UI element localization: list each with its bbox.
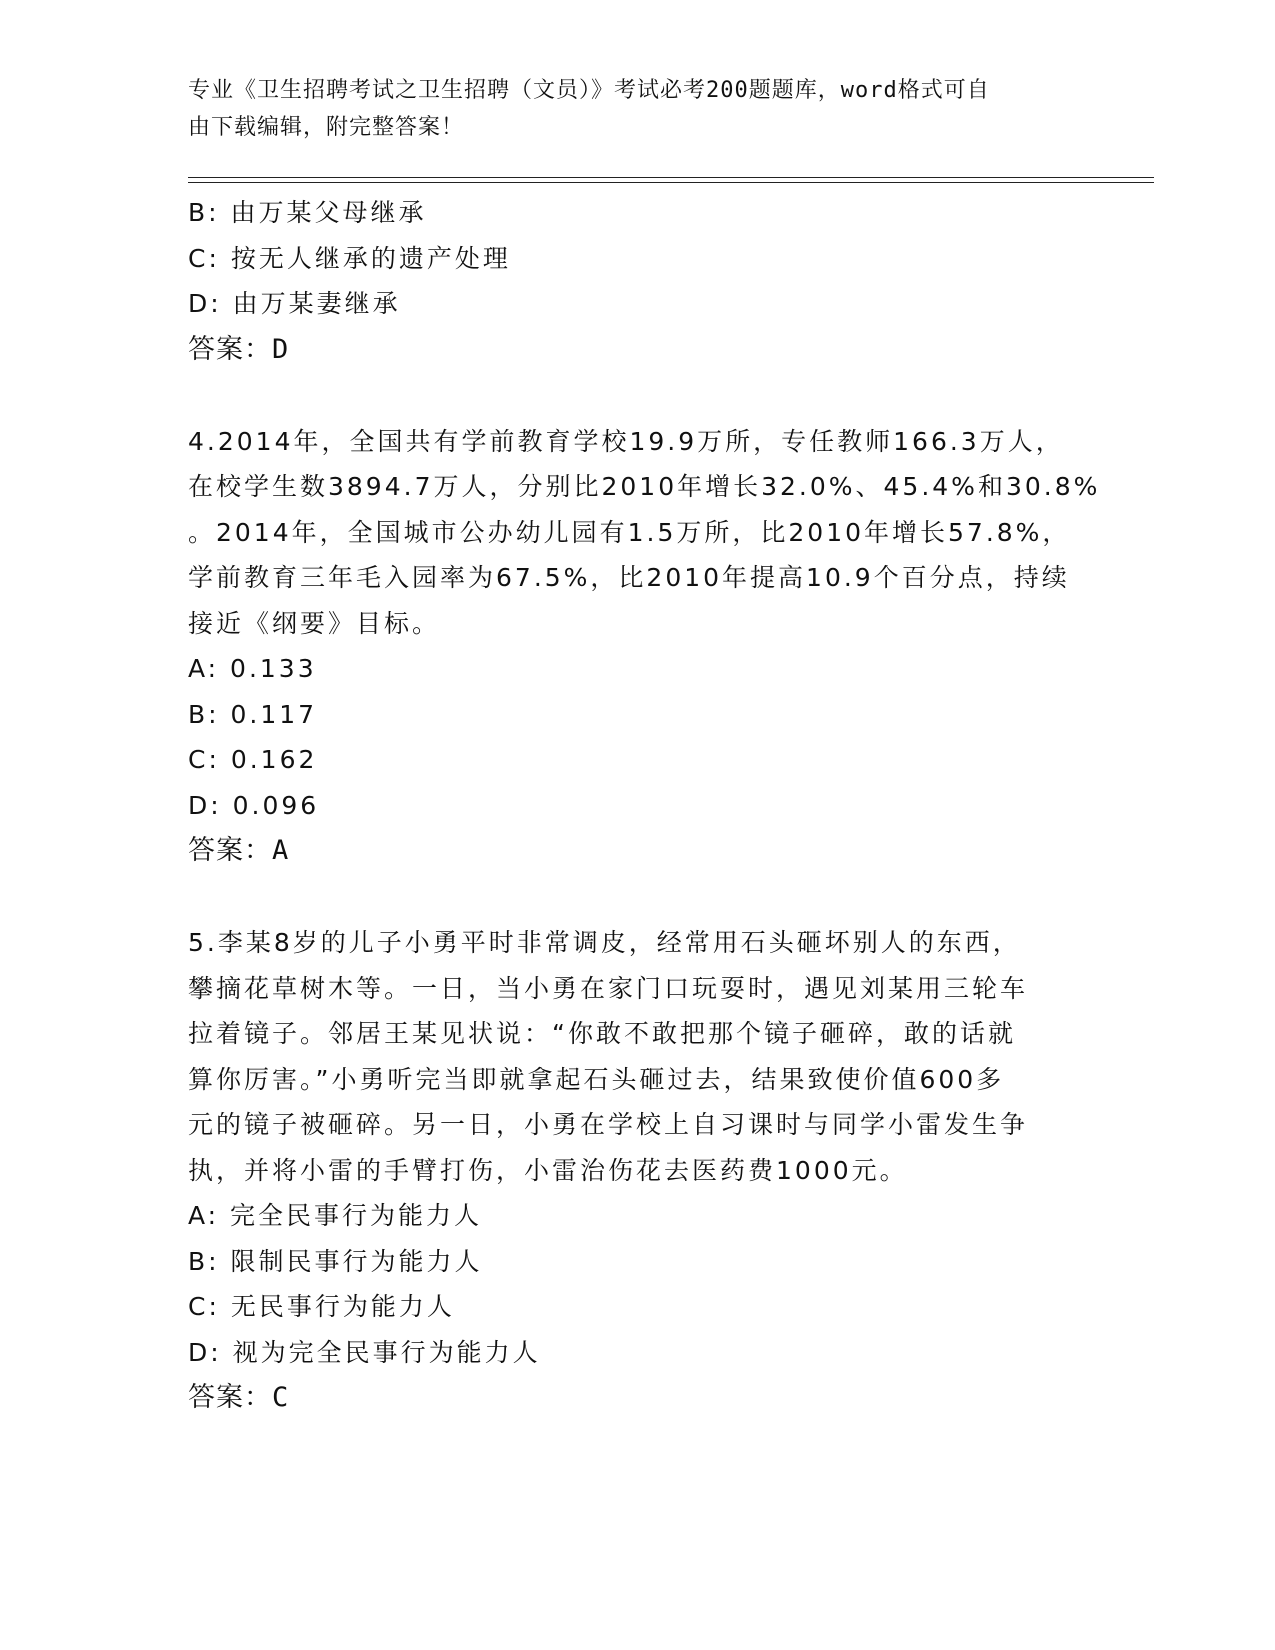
q4-answer bbox=[188, 828, 1148, 874]
q5-stem bbox=[188, 920, 1148, 1193]
header-line-1: 专业《卫生招聘考试之卫生招聘（文员）》考试必考200题题库，word格式可自 bbox=[188, 78, 990, 103]
q3-option-d: D: 由万某妻继承 bbox=[188, 289, 401, 318]
q5-stem-line: 拉着镜子。邻居王某见状说：“你敢不敢把那个镜子砸碎，敢的话就 bbox=[188, 1019, 1016, 1048]
header-divider-bottom bbox=[188, 182, 1154, 183]
q4-option-c: C: 0.162 bbox=[188, 745, 318, 774]
q5-option-a: A: 完全民事行为能力人 bbox=[188, 1201, 483, 1230]
q4-stem-line: 。2014年，全国城市公办幼儿园有1.5万所，比2010年增长57.8%， bbox=[188, 517, 1071, 547]
q4-answer-label: 答案： bbox=[188, 835, 272, 866]
q4-stem bbox=[188, 419, 1148, 647]
question-5-block bbox=[188, 920, 1148, 1421]
q5-answer-value: C bbox=[272, 1382, 290, 1413]
q4-option-a: A: 0.133 bbox=[188, 654, 317, 683]
document-body bbox=[188, 190, 1148, 1421]
header-line-2: 由下载编辑，附完整答案！ bbox=[188, 115, 465, 140]
q4-stem-line: 在校学生数3894.7万人，分别比2010年增长32.0%、45.4%和30.8% bbox=[188, 472, 1101, 501]
q4-stem-line: 4.2014年，全国共有学前教育学校19.9万所，专任教师166.3万人， bbox=[188, 426, 1064, 456]
q5-option-b: B: 限制民事行为能力人 bbox=[188, 1246, 483, 1276]
q5-stem-line: 执，并将小雷的手臂打伤，小雷治伤花去医药费1000元。 bbox=[188, 1155, 908, 1185]
q4-stem-line: 学前教育三年毛入园率为67.5%，比2010年提高10.9个百分点，持续 bbox=[188, 563, 1070, 592]
q5-option-c: C: 无民事行为能力人 bbox=[188, 1292, 455, 1321]
q5-stem-line: 元的镜子被砸碎。另一日，小勇在学校上自习课时与同学小雷发生争 bbox=[188, 1110, 1029, 1139]
header-divider-top bbox=[188, 177, 1154, 178]
question-3-block bbox=[188, 190, 1148, 373]
q4-option-b: B: 0.117 bbox=[188, 699, 318, 729]
q5-stem-line: 攀摘花草树木等。一日，当小勇在家门口玩耍时，遇见刘某用三轮车 bbox=[188, 973, 1029, 1003]
q3-option-c: C: 按无人继承的遗产处理 bbox=[188, 243, 511, 273]
q5-option-d: D: 视为完全民事行为能力人 bbox=[188, 1337, 541, 1367]
q3-option-b: B: 由万某父母继承 bbox=[188, 198, 427, 227]
question-4-block bbox=[188, 419, 1148, 875]
q4-stem-line: 接近《纲要》目标。 bbox=[188, 608, 441, 638]
q3-answer-value: D bbox=[272, 333, 290, 365]
q3-answer-label: 答案： bbox=[188, 333, 272, 365]
q5-answer bbox=[188, 1375, 1148, 1421]
q5-stem-line: 5.李某8岁的儿子小勇平时非常调皮，经常用石头砸坏别人的东西， bbox=[188, 928, 1021, 957]
document-header bbox=[188, 72, 1088, 146]
q4-answer-value: A bbox=[272, 835, 290, 866]
q5-stem-line: 算你厉害。”小勇听完当即就拿起石头砸过去，结果致使价值600多 bbox=[188, 1064, 1005, 1094]
q5-answer-label: 答案： bbox=[188, 1382, 272, 1413]
q4-option-d: D: 0.096 bbox=[188, 790, 320, 820]
q3-answer bbox=[188, 327, 1148, 373]
